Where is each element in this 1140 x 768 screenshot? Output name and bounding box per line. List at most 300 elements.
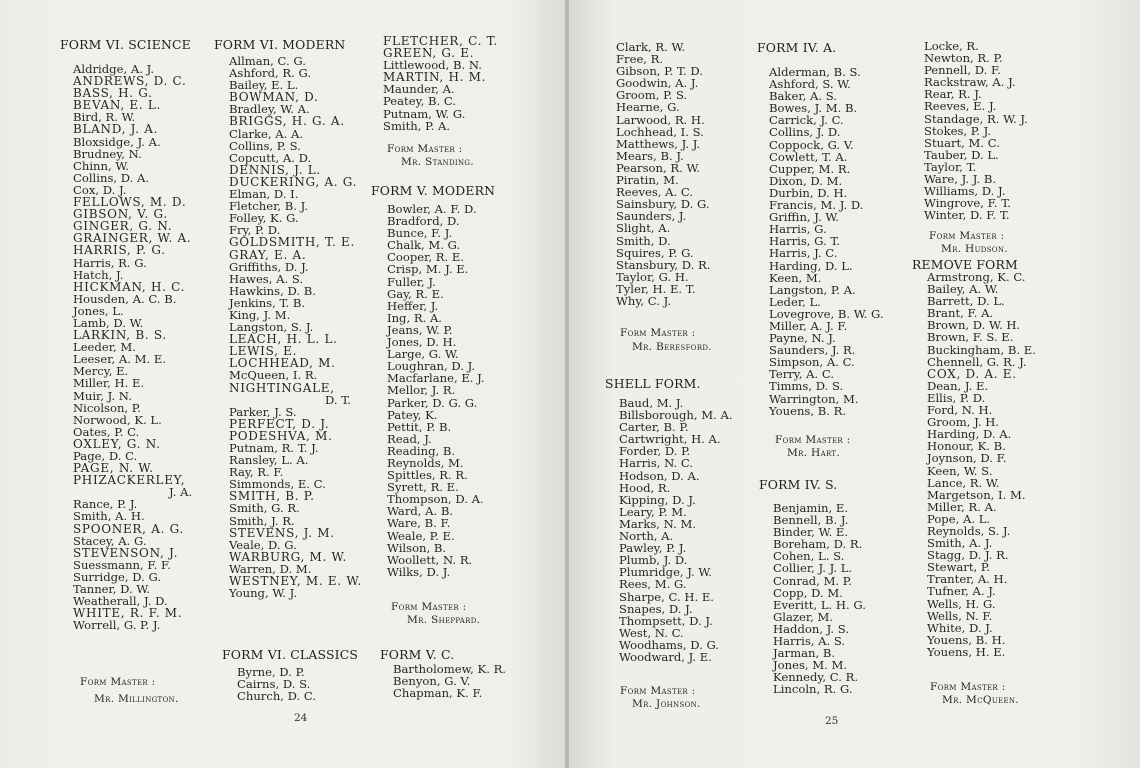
list-item: Harris, R. G. <box>73 255 147 270</box>
list-form-vi-science <box>73 63 192 631</box>
list-item: PERFECT, D. J. <box>229 416 330 431</box>
list-item: Smith, G. R. <box>229 501 300 516</box>
list-item: Spittles, R. R. <box>387 468 468 483</box>
list-item: Elman, D. I. <box>229 187 299 202</box>
list-item: Carter, B. P. <box>619 420 689 435</box>
list-item: Bloxsidge, J. A. <box>73 134 161 149</box>
list-item: HICKMAN, H. C. <box>73 279 186 294</box>
list-item: Terry, A. C. <box>769 367 835 382</box>
right-page <box>569 0 1140 768</box>
list-form-v-c <box>393 663 506 699</box>
list-item: Gibson, P. T. D. <box>616 64 703 79</box>
list-item: Cowlett, T. A. <box>769 149 848 164</box>
list-item: Stansbury, D. R. <box>616 257 711 272</box>
list-item: Keen, W. S. <box>927 463 993 478</box>
heading-form-vi-classics: FORM VI. CLASSICS <box>222 647 359 662</box>
list-item: Surridge, D. G. <box>73 569 162 584</box>
list-item: Folley, K. G. <box>229 211 299 226</box>
list-item: Taylor, G. H. <box>616 269 689 284</box>
list-item: BRIGGS, H. G. A. <box>229 114 345 129</box>
list-item: Weatherall, J. D. <box>73 594 168 609</box>
list-item: GOLDSMITH, T. E. <box>229 235 356 250</box>
list-item: Clark, R. W. <box>616 40 686 54</box>
list-item: Young, W. J. <box>229 586 298 601</box>
master-col3-top-left <box>387 143 474 168</box>
heading-form-vi-science: FORM VI. SCIENCE <box>60 37 191 52</box>
list-item: Cohen, L. S. <box>773 549 845 564</box>
list-item: Langston, S. J. <box>229 320 314 335</box>
list-item: Marks, N. M. <box>619 516 697 531</box>
list-item: Nicolson, P. <box>73 400 141 415</box>
list-item: Hodson, D. A. <box>619 468 700 483</box>
form-master-title: Form Master : <box>775 434 851 446</box>
list-item: Allman, C. G. <box>229 54 306 68</box>
list-item: FLETCHER, C. T. <box>383 34 499 48</box>
list-item: Brudney, N. <box>73 146 142 161</box>
master-shell-form <box>620 685 701 710</box>
list-item: SPOONER, A. G. <box>73 521 184 536</box>
list-col3-top-left <box>383 35 498 132</box>
list-item: Tauber, D. L. <box>924 147 999 162</box>
list-item: Syrett, R. E. <box>387 480 459 495</box>
list-item: Hood, R. <box>619 480 671 495</box>
list-item: Parker, J. S. <box>229 404 297 419</box>
list-item: Chapman, K. F. <box>393 686 483 701</box>
list-item: Leeser, A. M. E. <box>73 352 167 367</box>
list-item: Binder, W. E. <box>773 525 849 540</box>
list-item: Hawkins, D. B. <box>229 283 316 298</box>
list-item: Benjamin, E. <box>773 501 849 515</box>
list-item: Conrad, M. P. <box>773 573 852 588</box>
list-item: Woodhams, D. G. <box>619 637 719 652</box>
list-item: Worrell, G. P. J. <box>73 618 161 633</box>
list-item: HARRIS, P. G. <box>73 243 166 258</box>
list-item: Collins, D. A. <box>73 170 150 185</box>
list-item: J. A. <box>169 485 193 500</box>
list-form-v-modern <box>387 203 485 578</box>
master-remove-form <box>930 681 1019 706</box>
page-number-left: 24 <box>294 712 308 724</box>
heading-shell-form: SHELL FORM. <box>605 376 701 391</box>
list-item: Harris, N. C. <box>619 456 694 471</box>
master-col1-top-right <box>620 327 712 353</box>
list-item: Smith, A. H. <box>73 509 145 524</box>
list-item: Tanner, D. W. <box>73 582 151 597</box>
list-item: Cartwright, H. A. <box>619 432 721 447</box>
list-item: Jones, L. <box>73 303 124 318</box>
list-item: Parker, D. G. G. <box>387 395 478 410</box>
list-item: Cox, D. J. <box>73 182 127 197</box>
list-item: Heffer, J. <box>387 298 439 313</box>
list-item: Timms, D. S. <box>769 379 844 394</box>
list-item: Rance, P. J. <box>73 497 138 512</box>
list-item: Ashford, R. G. <box>229 66 312 81</box>
list-item: Copcutt, A. D. <box>229 150 312 165</box>
list-item: Pawley, P. J. <box>619 541 687 556</box>
list-item: Leder, L. <box>769 294 821 309</box>
list-item: WESTNEY, M. E. W. <box>229 574 362 589</box>
list-item: Stagg, D. J. R. <box>927 548 1009 563</box>
list-item: Newton, R. P. <box>924 51 1003 66</box>
list-form-vi-classics <box>237 666 316 702</box>
list-item: Lochhead, I. S. <box>616 124 704 139</box>
list-item: BOWMAN, D. <box>229 90 319 105</box>
list-item: Hawes, A. S. <box>229 271 304 286</box>
list-item: WARBURG, M. W. <box>229 549 347 564</box>
list-item: GREEN, G. E. <box>383 46 475 61</box>
list-item: Oates, P. C. <box>73 424 140 439</box>
list-item: Baker, A. S. <box>769 89 837 104</box>
list-item: Ware, J. J. B. <box>924 172 997 187</box>
list-item: Langston, P. A. <box>769 282 856 297</box>
list-item: WHITE, R. F. M. <box>73 606 183 621</box>
list-item: Buckingham, B. E. <box>927 342 1036 357</box>
list-item: GIBSON, V. G. <box>73 207 168 222</box>
list-item: Taylor, T. <box>924 159 977 174</box>
list-item: DUCKERING, A. G. <box>229 174 358 189</box>
form-master-title: Form Master : <box>929 230 1005 242</box>
list-item: Leary, P. M. <box>619 504 687 519</box>
list-item: Bailey, A. W. <box>927 282 999 297</box>
list-item: Lamb, D. W. <box>73 315 144 330</box>
list-col3-top-right <box>924 40 1028 221</box>
list-item: Lincoln, R. G. <box>773 682 853 697</box>
list-item: Suessmann, F. F. <box>73 557 171 572</box>
list-item: Harris, G. T. <box>769 234 841 249</box>
form-master-title: Form Master : <box>620 685 696 697</box>
list-item: FELLOWS, M. D. <box>73 195 187 210</box>
list-item: BLAND, J. A. <box>73 122 159 137</box>
list-item: Simpson, A. C. <box>769 355 855 370</box>
list-item: Bailey, E. L. <box>229 78 299 93</box>
list-item: Bowes, J. M. B. <box>769 101 858 116</box>
list-item: Joynson, D. F. <box>927 451 1007 466</box>
list-item: Fry, P. D. <box>229 223 281 238</box>
list-item: Chennell, G. R. J. <box>927 354 1027 369</box>
list-item: Ward, A. B. <box>387 504 454 519</box>
list-item: McQueen, I. R. <box>229 368 318 383</box>
list-item: Bennell, B. J. <box>773 513 849 528</box>
list-item: MARTIN, H. M. <box>383 70 487 85</box>
list-item: Ing, R. A. <box>387 310 442 325</box>
list-item: Bowler, A. F. D. <box>387 202 477 216</box>
list-item: Loughran, D. J. <box>387 359 476 374</box>
list-item: Margetson, I. M. <box>927 487 1026 502</box>
list-item: Kipping, D. J. <box>619 492 696 507</box>
list-item: Jeans, W. P. <box>387 322 453 337</box>
list-item: Page, D. C. <box>73 449 138 463</box>
list-item: Groom, P. S. <box>616 88 688 103</box>
list-item: Reeves, A. C. <box>616 185 694 200</box>
list-item: Jones, D. H. <box>387 335 457 350</box>
heading-form-vi-modern: FORM VI. MODERN <box>214 37 346 52</box>
list-item: Large, G. W. <box>387 347 459 362</box>
list-item: Cairns, D. S. <box>237 677 311 692</box>
list-item: Haddon, J. S. <box>773 621 850 636</box>
list-item: Billsborough, M. A. <box>619 408 733 423</box>
list-item: Carrick, J. C. <box>769 113 844 128</box>
list-item: Collins, P. S. <box>229 138 301 153</box>
heading-form-v-modern: FORM V. MODERN <box>371 183 496 198</box>
list-item: Dixon, D. M. <box>769 173 843 188</box>
list-item: Ellis, P. D. <box>927 390 986 405</box>
list-item: Stokes, P. J. <box>924 123 992 138</box>
list-item: Durbin, D. H. <box>769 185 848 200</box>
list-item: STEVENSON, J. <box>73 545 179 560</box>
list-item: Glazer, M. <box>773 609 834 624</box>
form-master-name: Mr. Hart. <box>787 447 841 460</box>
list-item: Plumridge, J. W. <box>619 565 712 580</box>
list-item: Squires, P. G. <box>616 245 694 260</box>
list-item: Putnam, W. G. <box>383 106 466 121</box>
list-item: Sharpe, C. H. E. <box>619 589 714 604</box>
list-item: Hearne, G. <box>616 100 680 115</box>
list-item: Smith, D. <box>616 233 671 248</box>
list-item: Payne, N. J. <box>769 331 836 346</box>
list-item: Mears, B. J. <box>616 148 684 163</box>
list-item: Jarman, B. <box>773 646 836 661</box>
list-item: Mellor, J. R. <box>387 383 456 398</box>
list-item: Gay, R. E. <box>387 286 444 301</box>
list-item: Thompson, D. A. <box>387 492 484 507</box>
list-item: Jenkins, T. B. <box>229 295 306 310</box>
list-item: Tranter, A. H. <box>927 572 1008 587</box>
list-item: Stuart, M. C. <box>924 135 1000 150</box>
list-item: Hatch, J. <box>73 267 124 282</box>
list-item: Ashford, S. W. <box>769 77 851 92</box>
list-item: Williams, D. J. <box>924 184 1006 199</box>
form-master-title: Form Master : <box>391 601 467 613</box>
heading-form-iv-s: FORM IV. S. <box>759 477 838 492</box>
list-item: BEVAN, E. L. <box>73 98 162 113</box>
list-item: Ford, N. H. <box>927 403 993 418</box>
list-item: Harding, D. A. <box>927 427 1012 442</box>
list-item: Byrne, D. P. <box>237 665 305 679</box>
list-item: Aldridge, A. J. <box>73 62 155 76</box>
list-item: Kennedy, C. R. <box>773 670 859 685</box>
list-item: GRAINGER, W. A. <box>73 231 192 246</box>
form-master-title: Form Master : <box>387 143 463 155</box>
list-item: Fletcher, B. J. <box>229 199 309 214</box>
list-item: Norwood, K. L. <box>73 412 162 427</box>
list-item: Brant, F. A. <box>927 306 994 321</box>
list-item: Chalk, M. G. <box>387 238 461 253</box>
list-item: Harris, G. <box>769 222 827 237</box>
list-item: LARKIN, B. S. <box>73 328 167 343</box>
list-item: STEVENS, J. M. <box>229 525 335 540</box>
list-item: Cupper, M. R. <box>769 161 851 176</box>
list-item: Piratin, M. <box>616 173 679 188</box>
list-item: Everitt, L. H. G. <box>773 597 866 612</box>
list-item: Rees, M. G. <box>619 577 687 592</box>
list-item: Honour, K. B. <box>927 439 1006 454</box>
form-master-name: Mr. Standing. <box>401 156 474 169</box>
list-form-iv-s <box>773 502 866 696</box>
list-item: Forder, D. P. <box>619 444 691 459</box>
list-item: Muir, J. N. <box>73 388 132 403</box>
list-item: Smith, P. A. <box>383 118 451 133</box>
list-item: Francis, M. J. D. <box>769 198 864 213</box>
list-item: Cooper, R. E. <box>387 250 465 265</box>
list-item: Griffiths, D. J. <box>229 259 309 274</box>
list-item: Patey, K. <box>387 407 438 422</box>
list-item: Warren, D. M. <box>229 561 312 576</box>
form-master-name: Mr. Millington. <box>94 693 179 706</box>
list-item: White, D. J. <box>927 620 993 635</box>
list-item: Youens, B. H. <box>927 632 1006 647</box>
list-item: Simmonds, E. C. <box>229 477 326 492</box>
list-item: OXLEY, G. N. <box>73 436 161 451</box>
list-item: Woollett, N. R. <box>387 552 473 567</box>
list-item: Ransley, L. A. <box>229 453 309 468</box>
list-item: Peatey, B. C. <box>383 94 456 109</box>
master-form-vi-science <box>80 676 179 705</box>
list-item: Alderman, B. S. <box>769 65 861 79</box>
list-item: Miller, A. J. F. <box>769 318 848 333</box>
list-item: Wilks, D. J. <box>387 564 451 579</box>
list-item: Ray, R. F. <box>229 465 284 480</box>
list-item: Read, J. <box>387 431 432 446</box>
list-item: Boreham, D. R. <box>773 537 863 552</box>
list-item: Groom, J. H. <box>927 415 1000 430</box>
list-item: LOCHHEAD, M. <box>229 356 336 371</box>
list-item: Smith, A. J. <box>927 536 993 551</box>
list-item: Reeves, E. J. <box>924 99 997 114</box>
list-item: Baud, M. J. <box>619 396 684 410</box>
list-item: Bunce, F. J. <box>387 226 453 241</box>
list-item: COX, D. A. E. <box>927 366 1017 381</box>
list-item: Coppock, G. V. <box>769 137 854 152</box>
list-item: SMITH, B. P. <box>229 489 315 504</box>
list-item: Saunders, J. <box>616 209 687 224</box>
list-form-iv-a <box>769 66 884 417</box>
list-item: Brown, F. S. E. <box>927 330 1014 345</box>
list-item: ANDREWS, D. C. <box>73 74 187 89</box>
list-item: Larwood, R. H. <box>616 112 705 127</box>
list-item: Slight, A. <box>616 221 671 236</box>
list-item: North, A. <box>619 529 674 544</box>
list-item: GINGER, G. N. <box>73 219 173 234</box>
list-item: Lovegrove, B. W. G. <box>769 306 884 321</box>
list-item: Copp, D. M. <box>773 585 843 600</box>
heading-remove-form: REMOVE FORM <box>912 257 1018 272</box>
list-item: Reading, B. <box>387 443 456 458</box>
list-remove-form <box>927 271 1036 658</box>
list-item: Sainsbury, D. G. <box>616 197 710 212</box>
list-item: Goodwin, A. J. <box>616 76 699 91</box>
list-item: Bradley, W. A. <box>229 102 310 117</box>
list-item: Stewart, P. <box>927 560 991 575</box>
list-item: Wilson, B. <box>387 540 447 555</box>
list-item: Reynolds, M. <box>387 455 464 470</box>
list-item: PHIZACKERLEY, <box>73 473 186 488</box>
list-item: Dean, J. E. <box>927 378 989 393</box>
list-item: Reynolds, S. J. <box>927 523 1011 538</box>
list-item: Weale, P. E. <box>387 528 455 543</box>
list-item: Chinn, W. <box>73 158 129 173</box>
list-item: Rear, R. J. <box>924 87 982 102</box>
list-item: Jones, M. M. <box>773 658 848 673</box>
list-item: Bradford, D. <box>387 214 460 229</box>
list-item: Stacey, A. G. <box>73 533 147 548</box>
list-item: King, J. M. <box>229 307 291 322</box>
list-item: Leeder, M. <box>73 340 136 355</box>
master-form-v-modern <box>391 601 480 626</box>
list-item: Clarke, A. A. <box>229 126 304 141</box>
list-item: PAGE, N. W. <box>73 461 154 476</box>
list-item: Youens, B. R. <box>769 403 847 418</box>
list-item: Church, D. C. <box>237 689 317 704</box>
list-item: Pennell, D. F. <box>924 63 1001 78</box>
list-item: Rackstraw, A. J. <box>924 75 1016 90</box>
list-item: Standage, R. W. J. <box>924 111 1028 126</box>
list-item: D. T. <box>325 392 351 407</box>
left-page <box>0 0 566 768</box>
list-item: LEACH, H. L. L. <box>229 332 338 347</box>
list-item: Bird, R. W. <box>73 110 136 125</box>
list-item: Pettit, P. B. <box>387 419 452 434</box>
master-form-iv-a <box>775 434 850 459</box>
list-item: Benyon, G. V. <box>393 674 471 689</box>
list-item: Warrington, M. <box>769 391 859 406</box>
list-shell-form <box>619 397 733 663</box>
list-item: Collier, J. J. L. <box>773 561 853 576</box>
list-item: Harris, A. S. <box>773 634 846 649</box>
list-item: Fuller, J. <box>387 274 436 289</box>
page-number-right: 25 <box>825 715 839 727</box>
list-item: Woodward, J. E. <box>619 649 712 664</box>
list-item: Locke, R. <box>924 39 979 53</box>
list-item: Keen, M. <box>769 270 822 285</box>
list-item: Armstrong, K. C. <box>927 270 1026 284</box>
list-item: Harding, D. L. <box>769 258 853 273</box>
list-form-vi-modern <box>229 55 362 599</box>
list-item: Plumb, J. D. <box>619 553 688 568</box>
master-col3-top-right <box>929 230 1008 255</box>
list-item: Why, C. J. <box>616 293 672 308</box>
list-item: Snapes, D. J. <box>619 601 693 616</box>
list-item: Youens, H. E. <box>927 644 1006 659</box>
form-master-name: Mr. Beresford. <box>632 341 712 354</box>
list-item: LEWIS, E. <box>229 344 298 359</box>
heading-form-v-c: FORM V. C. <box>380 647 455 662</box>
list-item: Smith, J. R. <box>229 513 295 528</box>
list-item: BASS, H. G. <box>73 86 153 101</box>
list-item: Pearson, R. W. <box>616 160 701 175</box>
list-item: Miller, H. E. <box>73 376 145 391</box>
list-item: Ware, B. F. <box>387 516 451 531</box>
list-item: Macfarlane, E. J. <box>387 371 485 386</box>
list-item: Winter, D. F. T. <box>924 208 1010 223</box>
list-item: GRAY, E. A. <box>229 247 307 262</box>
list-item: Saunders, J. R. <box>769 343 856 358</box>
list-item: Crisp, M. J. E. <box>387 262 469 277</box>
list-item: West, N. C. <box>619 625 684 640</box>
list-item: Lance, R. W. <box>927 475 1000 490</box>
list-item: Veale, D. G. <box>229 537 297 552</box>
list-col1-top-right <box>616 41 710 307</box>
list-item: PODESHVA, M. <box>229 428 333 443</box>
list-item: Barrett, D. L. <box>927 294 1005 309</box>
list-item: Wells, N. F. <box>927 608 993 623</box>
list-item: Griffin, J. W. <box>769 210 839 225</box>
list-item: Housden, A. C. B. <box>73 291 177 306</box>
list-item: Maunder, A. <box>383 82 455 97</box>
list-item: Tufner, A. J. <box>927 584 996 599</box>
form-master-name: Mr. Sheppard. <box>407 614 481 627</box>
list-item: DENNIS, J. L. <box>229 162 321 177</box>
form-master-name: Mr. Johnson. <box>632 698 701 711</box>
